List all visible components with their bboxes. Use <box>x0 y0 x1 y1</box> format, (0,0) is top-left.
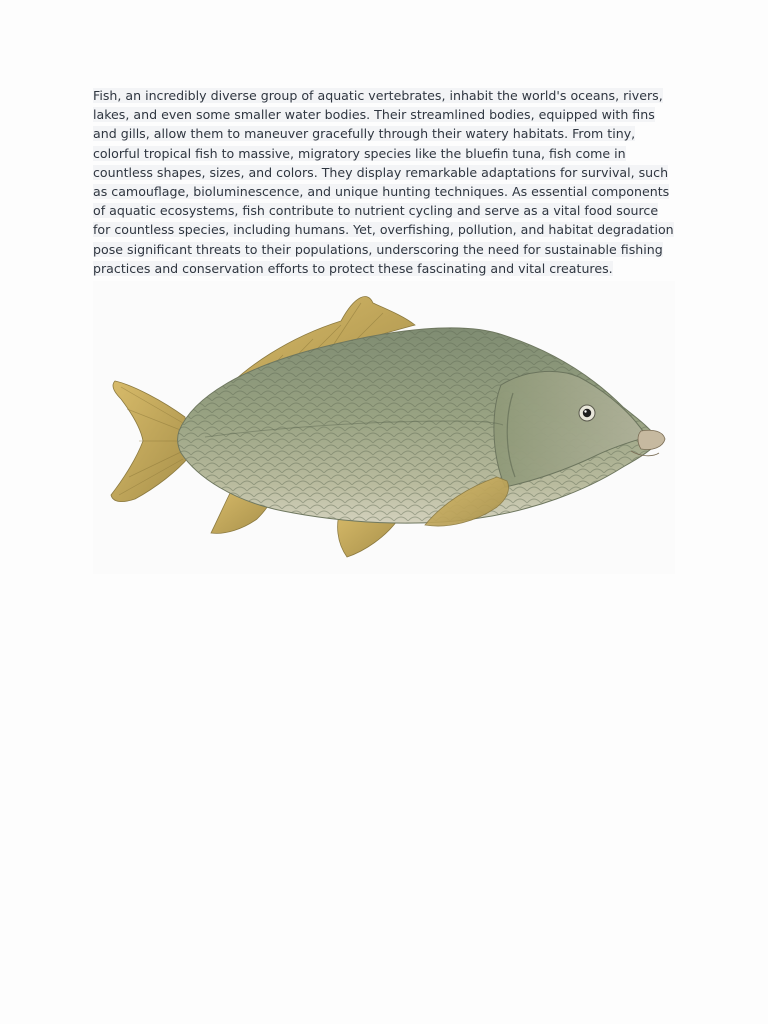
mouth <box>638 430 665 449</box>
paragraph-text: Fish, an incredibly diverse group of aquatic vertebrates, inhabit the world's oceans, rivers, lakes, and even some smaller water bodies. Their streamlined bodies, equipped with fins and gills, allow them to maneuver gracefully through their watery habitats. From tiny, colorful tropical fish to massive, migratory species like the bluefin tuna, fish come in countless shapes, sizes, and colors. They display remarkable adaptations for survival, such as camouflage, bioluminescence, and unique hunting techniques. As essential components of aquatic ecosystems, fish contribute to nutrient cycling and serve as a vital food source for countless species, including humans. Yet, overfishing, pollution, and habitat degradation pose significant threats to their populations, underscoring the need for sustainable fishing practices and conservation efforts to protect these fascinating and vital creatures. <box>93 88 674 276</box>
carp-illustration <box>93 281 675 574</box>
body-paragraph <box>93 86 675 278</box>
fish-image <box>93 281 675 574</box>
